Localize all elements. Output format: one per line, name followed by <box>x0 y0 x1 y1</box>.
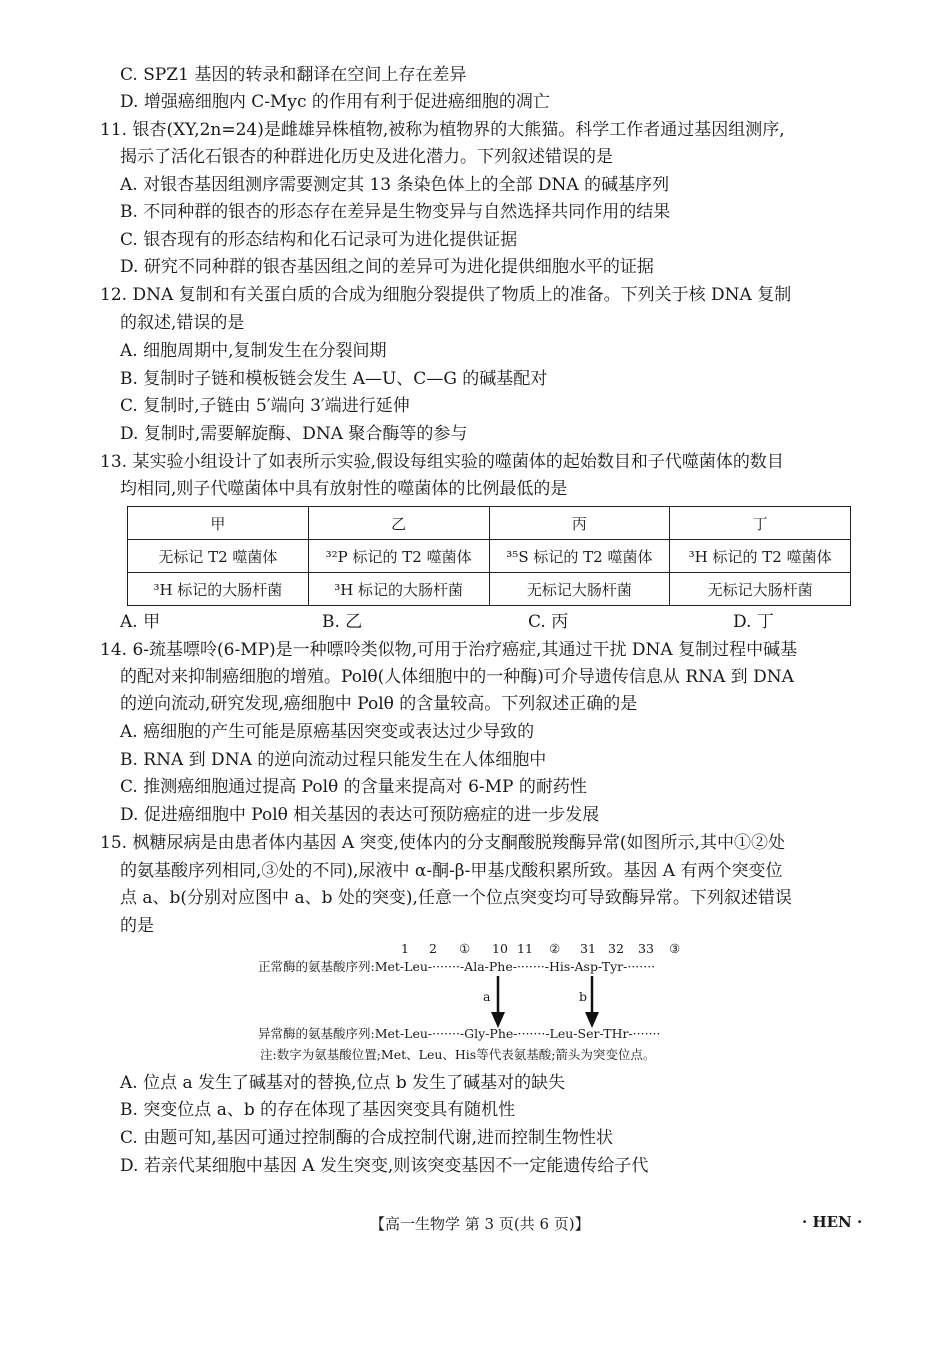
q12-option-a: A. 细胞周期中,复制发生在分裂间期 <box>120 341 387 361</box>
position-label: 2 <box>429 941 437 956</box>
position-label: 10 <box>492 941 508 956</box>
position-label: 31 <box>580 941 596 956</box>
q13-option-d: D. 丁 <box>733 612 774 632</box>
q14-stem-line3: 的逆向流动,研究发现,癌细胞中 Polθ 的含量较高。下列叙述正确的是 <box>120 694 638 714</box>
q14-stem-line2: 的配对来抑制癌细胞的增殖。Polθ(人体细胞中的一种酶)可介导遗传信息从 RNA 到 DNA <box>120 667 794 687</box>
q15-option-a: A. 位点 a 发生了碱基对的替换,位点 b 发生了碱基对的缺失 <box>120 1073 566 1093</box>
table-header-cell: 丙 <box>489 507 670 540</box>
q15-stem-line1: 15. 枫糖尿病是由患者体内基因 A 突变,使体内的分支酮酸脱羧酶异常(如图所示,其中①②处 <box>100 833 785 853</box>
table-cell: ³H 标记的 T2 噬菌体 <box>670 540 851 573</box>
table-header-cell: 甲 <box>128 507 309 540</box>
table-cell: ³H 标记的大肠杆菌 <box>308 573 489 606</box>
q11-option-c: C. 银杏现有的形态结构和化石记录可为进化提供证据 <box>120 230 518 250</box>
amino-acid-diagram <box>258 938 718 1068</box>
q11-stem-line1: 11. 银杏(XY,2n=24)是雌雄异株植物,被称为植物界的大熊猫。科学工作者通过基因组测序, <box>100 120 785 140</box>
option-10d: D. 增强癌细胞内 C-Myc 的作用有利于促进癌细胞的凋亡 <box>120 92 550 112</box>
q11-option-a: A. 对银杏基因组测序需要测定其 13 条染色体上的全部 DNA 的碱基序列 <box>120 175 670 195</box>
q12-stem-line1: 12. DNA 复制和有关蛋白质的合成为细胞分裂提供了物质上的准备。下列关于核 DNA 复制 <box>100 285 792 305</box>
mutation-label-b: b <box>579 989 588 1004</box>
position-label: 32 <box>608 941 624 956</box>
table-row <box>128 573 851 606</box>
q14-option-d: D. 促进癌细胞中 Polθ 相关基因的表达可预防癌症的进一步发展 <box>120 805 600 825</box>
table-header-row <box>128 507 851 540</box>
table-cell: 无标记大肠杆菌 <box>670 573 851 606</box>
q15-stem-line4: 的是 <box>120 916 154 936</box>
q14-option-a: A. 癌细胞的产生可能是原癌基因突变或表达过少导致的 <box>120 722 535 742</box>
footer-code: · HEN · <box>802 1213 863 1231</box>
q13-stem-line1: 13. 某实验小组设计了如表所示实验,假设每组实验的噬菌体的起始数目和子代噬菌体的数目 <box>100 452 784 472</box>
q11-stem-line2: 揭示了活化石银杏的种群进化历史及进化潜力。下列叙述错误的是 <box>120 147 613 167</box>
q15-option-d: D. 若亲代某细胞中基因 A 发生突变,则该突变基因不一定能遗传给子代 <box>120 1156 649 1176</box>
position-label: ① <box>459 941 471 956</box>
position-label: ② <box>549 941 561 956</box>
option-10c: C. SPZ1 基因的转录和翻译在空间上存在差异 <box>120 65 467 85</box>
table-header-cell: 乙 <box>308 507 489 540</box>
table-header-cell: 丁 <box>670 507 851 540</box>
normal-enzyme-sequence: 正常酶的氨基酸序列:Met-Leu-·······-Ala-Phe-·······-His-Asp-Tyr-······· <box>258 959 656 974</box>
diagram-note: 注:数字为氨基酸位置;Met、Leu、His等代表氨基酸;箭头为突变位点。 <box>260 1047 656 1062</box>
position-label: 11 <box>517 941 533 956</box>
abnormal-enzyme-sequence: 异常酶的氨基酸序列:Met-Leu-·······-Gly-Phe-·······-Leu-Ser-THr-······· <box>258 1026 661 1041</box>
q12-stem-line2: 的叙述,错误的是 <box>120 313 245 333</box>
q14-option-b: B. RNA 到 DNA 的逆向流动过程只能发生在人体细胞中 <box>120 750 547 770</box>
table-cell: 无标记 T2 噬菌体 <box>128 540 309 573</box>
q14-option-c: C. 推测癌细胞通过提高 Polθ 的含量来提高对 6-MP 的耐药性 <box>120 777 587 797</box>
q15-stem-line2: 的氨基酸序列相同,③处的不同),尿液中 α-酮-β-甲基戊酸积累所致。基因 A 有两个突变位 <box>120 861 783 881</box>
position-label: ③ <box>669 941 681 956</box>
q13-stem-line2: 均相同,则子代噬菌体中具有放射性的噬菌体的比例最低的是 <box>120 479 568 499</box>
page-footer: 【高一生物学 第 3 页(共 6 页)】 <box>370 1215 590 1233</box>
table-row <box>128 540 851 573</box>
q11-option-d: D. 研究不同种群的银杏基因组之间的差异可为进化提供细胞水平的证据 <box>120 257 654 277</box>
q15-option-b: B. 突变位点 a、b 的存在体现了基因突变具有随机性 <box>120 1100 516 1120</box>
q13-option-b: B. 乙 <box>322 612 363 632</box>
q15-option-c: C. 由题可知,基因可通过控制酶的合成控制代谢,进而控制生物性状 <box>120 1128 614 1148</box>
table-cell: 无标记大肠杆菌 <box>489 573 670 606</box>
q11-option-b: B. 不同种群的银杏的形态存在差异是生物变异与自然选择共同作用的结果 <box>120 202 671 222</box>
table-cell: ³²P 标记的 T2 噬菌体 <box>308 540 489 573</box>
table-cell: ³⁵S 标记的 T2 噬菌体 <box>489 540 670 573</box>
q12-option-c: C. 复制时,子链由 5′端向 3′端进行延伸 <box>120 396 410 416</box>
q13-option-a: A. 甲 <box>120 612 161 632</box>
table-cell: ³H 标记的大肠杆菌 <box>128 573 309 606</box>
q12-option-b: B. 复制时子链和模板链会发生 A—U、C—G 的碱基配对 <box>120 369 548 389</box>
q12-option-d: D. 复制时,需要解旋酶、DNA 聚合酶等的参与 <box>120 424 468 444</box>
mutation-label-a: a <box>483 989 491 1004</box>
experiment-table <box>127 506 851 606</box>
q13-option-c: C. 丙 <box>528 612 569 632</box>
position-label: 1 <box>401 941 409 956</box>
position-label: 33 <box>638 941 654 956</box>
q14-stem-line1: 14. 6-巯基嘌呤(6-MP)是一种嘌呤类似物,可用于治疗癌症,其通过干扰 DNA 复制过程中碱基 <box>100 640 798 660</box>
q15-stem-line3: 点 a、b(分别对应图中 a、b 处的突变),任意一个位点突变均可导致酶异常。下列叙述错误 <box>120 888 792 908</box>
